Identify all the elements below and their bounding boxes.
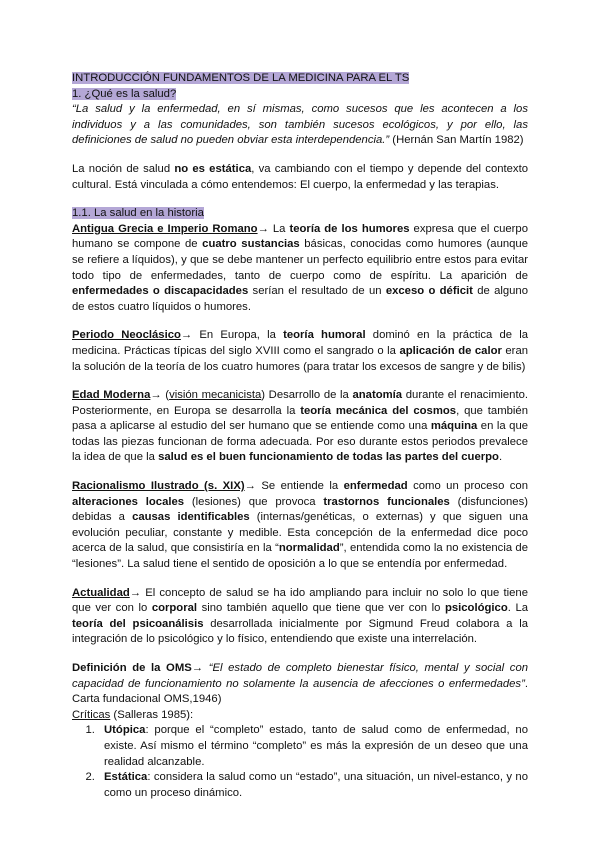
bold-run: teoría de los humores [289,222,410,235]
bold-run: normalidad [278,542,340,555]
bold-run: no es estática [174,162,252,175]
text-run: ) Desarrollo de la [261,389,353,402]
text-run: durante el renacimiento. Posteriormente, en Europa se desarrolla la [72,389,528,417]
bold-run: enfermedad [343,480,408,493]
bold-run: exceso o déficit [385,285,473,298]
bold-run: corporal [151,602,198,615]
text-run: , que también pasa a aplicarse al estudio del ser humano que se entiende como una [72,404,528,433]
text-run: (Salleras 1985): [110,708,194,721]
oms-title: Definición de la OMS [72,662,192,674]
oms-paragraph [72,661,528,708]
quote-paragraph [72,102,528,149]
text-run: expresa que el cuerpo humano se compone de [72,222,528,251]
bold-run: trastornos funcionales [323,495,450,508]
bold-run: salud es el buen funcionamiento de todas las partes del cuerpo [158,451,499,464]
quote-author: (Hernán San Martín 1982) [389,134,524,147]
list-item-text: : considera la salud como un “estado”, una situación, un nivel-estanco, y no como un proceso dinámico. [104,771,528,799]
text-run: , va cambiando con el tiempo y depende del contexto cultural. Está vinculada a cómo entendemos: El cuerpo, la enfermedad y las terapias. [72,162,528,191]
text-run: (internas/genéticas, o externas) y que siguen una evolución peculiar, constante y medible. Esta concepción de la enfermedad dice poco acerca de la salud, que consistiría en la “ [72,511,528,555]
actualidad-paragraph [72,586,528,648]
underlined-run: visión mecanicista [169,389,262,402]
neoclasico-paragraph [72,328,528,375]
heading-text: INTRODUCCIÓN FUNDAMENTOS DE LA MEDICINA PARA EL TS [72,72,410,84]
bold-run: causas identificables [132,511,250,524]
text-run: básicas, conocidas como humores (aunque se refiere a líquidos), y que se debe mantener un perfecto equilibrio entre estos para evitar todo tipo de enfermedades, tanto de cuerpo como de espíritu. La aparición de [72,238,528,282]
bold-run: psicológico [444,602,508,615]
bold-run: teoría humoral [283,329,366,342]
criticas-label: Críticas [72,708,111,721]
text-run: (lesiones) que provoca [184,495,324,508]
list-item [98,723,528,770]
text-run: en la que todas las piezas funcionan de forma adecuada. Por eso durante estos periodos prevalece la idea de que la [72,420,529,464]
racionalismo-paragraph [72,479,528,573]
bold-run: cuatro sustancias [202,238,300,251]
period-title: Periodo Neoclásico [72,329,181,342]
text-run: . La [507,602,529,615]
text-run: eran la solución de la teoría de los cuatro humores (para tratar los excesos de sangre y de bilis) [72,344,529,373]
section-heading-text: 1.1. La salud en la historia [72,207,204,220]
period-title: Racionalismo Ilustrado (s. XIX) [72,480,245,493]
document-heading [72,71,528,87]
text-run: → La [257,222,290,235]
period-title: Edad Moderna [72,389,151,402]
bold-run: máquina [430,420,478,433]
text-run: → Se entiende la [244,480,344,493]
text-run: de alguno de estos cuatro líquidos o humores. [72,285,528,313]
section-heading-1 [72,87,528,103]
text-run: dominó en la práctica de la medicina. Prácticas típicas del siglo XVIII como el sangrado o la [72,329,529,357]
criticas-line [72,708,528,724]
list-item-title: Estática [104,771,148,784]
text-run: (disfunciones) debidas a [72,495,528,524]
antigua-paragraph [72,222,528,316]
section-heading-2 [72,206,528,222]
text-run: → [191,662,209,674]
nocion-paragraph [72,162,528,193]
period-title: Antigua Grecia e Imperio Romano [72,222,258,235]
bold-run: enfermedades o discapacidades [72,285,249,298]
list-item-text: : porque el “completo” estado, tanto de salud como de enfermedad, no existe. Así mismo el término “completo” es más la expresión de un deseo que una realidad alcanzable. [104,724,528,768]
bold-run: teoría del psicoanálisis [72,617,204,630]
text-run: como un proceso con [407,480,529,493]
list-item-title: Utópica [104,724,146,737]
section-heading-text: 1. ¿Qué es la salud? [72,87,177,100]
text-run: → ( [150,389,170,402]
moderna-paragraph [72,388,528,466]
bold-run: alteraciones locales [72,495,185,508]
text-run: ”, entendida como la no existencia de “lesiones”. La salud tiene el sentido de oposición a lo que se entendía por enfermedad. [72,542,528,571]
list-item [98,770,528,801]
text-run: → En Europa, la [180,329,284,342]
text-run: La noción de salud [72,162,175,175]
text-run: sino también aquello que tiene que ver con lo [197,602,445,615]
criticas-list [72,723,528,801]
text-run: → El concepto de salud se ha ido ampliando para incluir no solo lo que tiene que ver con lo [72,586,528,615]
text-run: . Carta fundacional OMS,1946) [72,677,528,706]
text-run: . [498,451,503,464]
bold-run: anatomía [352,389,403,402]
bold-run: aplicación de calor [399,344,502,357]
oms-quote: “El estado de completo bienestar físico, mental y social con capacidad de funcionamiento no solamente la ausencia de afecciones o enfermedades” [72,662,529,690]
period-title: Actualidad [72,586,130,599]
bold-run: teoría mecánica del cosmos [300,404,457,417]
text-run: desarrollada inicialmente por Sigmund Freud colabora a la integración de lo psicológico y lo físico, entendiendo que existe una interrelación. [72,617,528,646]
text-run: serían el resultado de un [248,285,386,298]
quote-text: “La salud y la enfermedad, en sí mismas, como sucesos que les acontecen a los individuos y a las comunidades, son también sucesos ecológicos, y por ello, las definiciones de salud no pueden obviar esta interdependencia.” [72,103,528,147]
